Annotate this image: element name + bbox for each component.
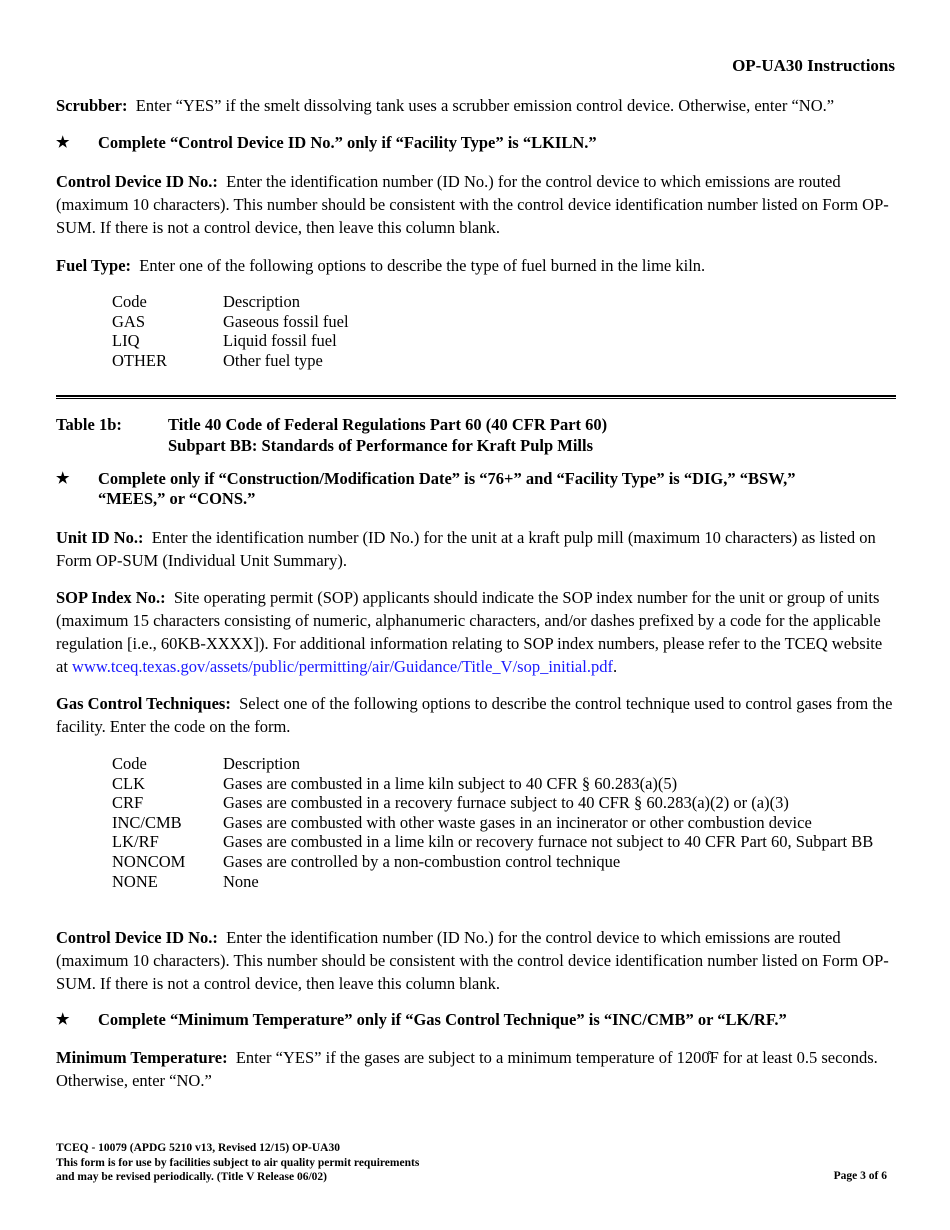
table-header-row bbox=[112, 292, 349, 312]
description-cell: Liquid fossil fuel bbox=[223, 331, 337, 351]
description-cell: Gases are combusted in a recovery furnace subject to 40 CFR § 60.283(a)(2) or (a)(3) bbox=[223, 793, 789, 813]
code-cell: CRF bbox=[112, 793, 144, 813]
table-row bbox=[112, 774, 887, 794]
sop-index-label: SOP Index No.: bbox=[56, 588, 166, 607]
description-cell: Gases are combusted in a lime kiln or recovery furnace not subject to 40 CFR Part 60, Subpart BB bbox=[223, 832, 874, 852]
gas-control-code-table bbox=[112, 754, 887, 891]
code-cell: INC/CMB bbox=[112, 812, 182, 832]
description-cell: Gases are combusted in a lime kiln subject to 40 CFR § 60.283(a)(5) bbox=[223, 773, 678, 793]
control-device-text: Enter the identification number (ID No.) for the control device to which emissions are routed (maximum 10 characters). This number should be consistent with the control device identification number listed on Form OP-SUM. If there is not a control device, then leave this column blank. bbox=[56, 172, 889, 237]
scrubber-paragraph bbox=[56, 94, 896, 117]
sop-initial-link[interactable]: www.tceq.texas.gov/assets/public/permitting/air/Guidance/Title_V/sop_initial.pdf bbox=[72, 657, 613, 676]
note-text-line1: Complete only if “Construction/Modification Date” is “76+” and “Facility Type” is “DIG,” “BSW,” bbox=[98, 469, 796, 488]
sop-index-text: Site operating permit (SOP) applicants should indicate the SOP index number for the unit or group of units (maximum 15 characters consisting of numeric, alphanumeric characters, and/or dashes prefixed by a code for the applicable regulation [i.e., 60KB-XXXX]). For additional information relating to SOP index numbers, please refer to the TCEQ website at bbox=[56, 588, 883, 676]
code-header: Code bbox=[112, 292, 147, 311]
page-header-title: OP-UA30 Instructions bbox=[732, 56, 895, 75]
footer-line3: and may be revised periodically. (Title V Release 06/02) bbox=[56, 1171, 327, 1183]
note-text-line2: “MEES,” or “CONS.” bbox=[98, 489, 256, 508]
page-number: Page 3 of 6 bbox=[833, 1170, 887, 1182]
table-row bbox=[112, 331, 349, 351]
table-row bbox=[112, 351, 349, 371]
note-text: Complete “Control Device ID No.” only if “Facility Type” is “LKILN.” bbox=[98, 133, 597, 152]
note-text bbox=[98, 469, 878, 509]
description-header: Description bbox=[223, 754, 300, 773]
table-row bbox=[112, 312, 349, 332]
min-temp-paragraph bbox=[56, 1046, 896, 1092]
control-device-text: Enter the identification number (ID No.) for the control device to which emissions are routed (maximum 10 characters). This number should be consistent with the control device identification number listed on Form OP-SUM. If there is not a control device, then leave this column blank. bbox=[56, 928, 889, 993]
table-1b-title-line2: Subpart BB: Standards of Performance for Kraft Pulp Mills bbox=[168, 436, 594, 455]
code-cell: LIQ bbox=[112, 331, 140, 351]
fuel-type-text: Enter one of the following options to describe the type of fuel burned in the lime kiln. bbox=[139, 256, 706, 275]
table-row bbox=[112, 872, 887, 892]
code-cell: NONE bbox=[112, 871, 158, 891]
description-cell: Gaseous fossil fuel bbox=[223, 311, 349, 331]
section-divider bbox=[56, 395, 896, 397]
gas-control-text: Select one of the following options to describe the control technique used to control gases from the facility. Enter the code on the form. bbox=[56, 694, 893, 736]
min-temp-text: Enter “YES” if the gases are subject to a minimum temperature of 1200̊F for at least 0.5 seconds. Otherwise, enter “NO.” bbox=[56, 1048, 878, 1090]
sop-index-paragraph bbox=[56, 586, 896, 678]
scrubber-label: Scrubber: bbox=[56, 96, 128, 115]
code-cell: LK/RF bbox=[112, 832, 159, 852]
gas-control-paragraph bbox=[56, 692, 896, 738]
note-text: Complete “Minimum Temperature” only if “Gas Control Technique” is “INC/CMB” or “LK/RF.” bbox=[98, 1010, 787, 1029]
table-1b-title-line1: Title 40 Code of Federal Regulations Part 60 (40 CFR Part 60) bbox=[168, 415, 608, 434]
description-cell: Gases are combusted with other waste gases in an incinerator or other combustion device bbox=[223, 812, 812, 832]
footer-line1: TCEQ - 10079 (APDG 5210 v13, Revised 12/15) OP-UA30 bbox=[56, 1142, 340, 1154]
fuel-type-label: Fuel Type: bbox=[56, 256, 132, 275]
code-cell: GAS bbox=[112, 311, 146, 331]
control-device-label: Control Device ID No.: bbox=[56, 928, 218, 947]
min-temp-label: Minimum Temperature: bbox=[56, 1048, 228, 1067]
footer-form-info bbox=[56, 1141, 656, 1185]
fuel-type-paragraph bbox=[56, 254, 896, 277]
control-device-paragraph-2 bbox=[56, 926, 896, 995]
unit-id-paragraph bbox=[56, 526, 896, 572]
table-row bbox=[112, 832, 887, 852]
section-divider-thin bbox=[56, 398, 896, 399]
code-cell: OTHER bbox=[112, 350, 167, 370]
control-device-label: Control Device ID No.: bbox=[56, 172, 218, 191]
description-cell: None bbox=[223, 871, 259, 891]
code-cell: NONCOM bbox=[112, 851, 186, 871]
table-row bbox=[112, 852, 887, 872]
unit-id-label: Unit ID No.: bbox=[56, 528, 144, 547]
footer-line2: This form is for use by facilities subject to air quality permit requirements bbox=[56, 1156, 420, 1169]
table-row bbox=[112, 793, 887, 813]
control-device-paragraph bbox=[56, 170, 896, 239]
description-header: Description bbox=[223, 292, 300, 311]
star-icon: ★ bbox=[56, 135, 70, 151]
code-header: Code bbox=[112, 754, 147, 773]
table-1b-label: Table 1b: bbox=[56, 415, 122, 434]
table-header-row bbox=[112, 754, 887, 774]
fuel-type-code-table bbox=[112, 292, 349, 370]
code-cell: CLK bbox=[112, 773, 145, 793]
table-row bbox=[112, 813, 887, 833]
unit-id-text: Enter the identification number (ID No.) for the unit at a kraft pulp mill (maximum 10 characters) as listed on Form OP-SUM (Individual Unit Summary). bbox=[56, 528, 876, 570]
star-icon: ★ bbox=[56, 1012, 70, 1028]
description-cell: Gases are controlled by a non-combustion control technique bbox=[223, 851, 621, 871]
gas-control-label: Gas Control Techniques: bbox=[56, 694, 231, 713]
table-1b-title bbox=[168, 414, 868, 456]
star-icon: ★ bbox=[56, 471, 70, 487]
description-cell: Other fuel type bbox=[223, 350, 323, 370]
scrubber-text: Enter “YES” if the smelt dissolving tank uses a scrubber emission control device. Otherwise, enter “NO.” bbox=[135, 96, 835, 115]
sop-index-end: . bbox=[612, 657, 618, 676]
